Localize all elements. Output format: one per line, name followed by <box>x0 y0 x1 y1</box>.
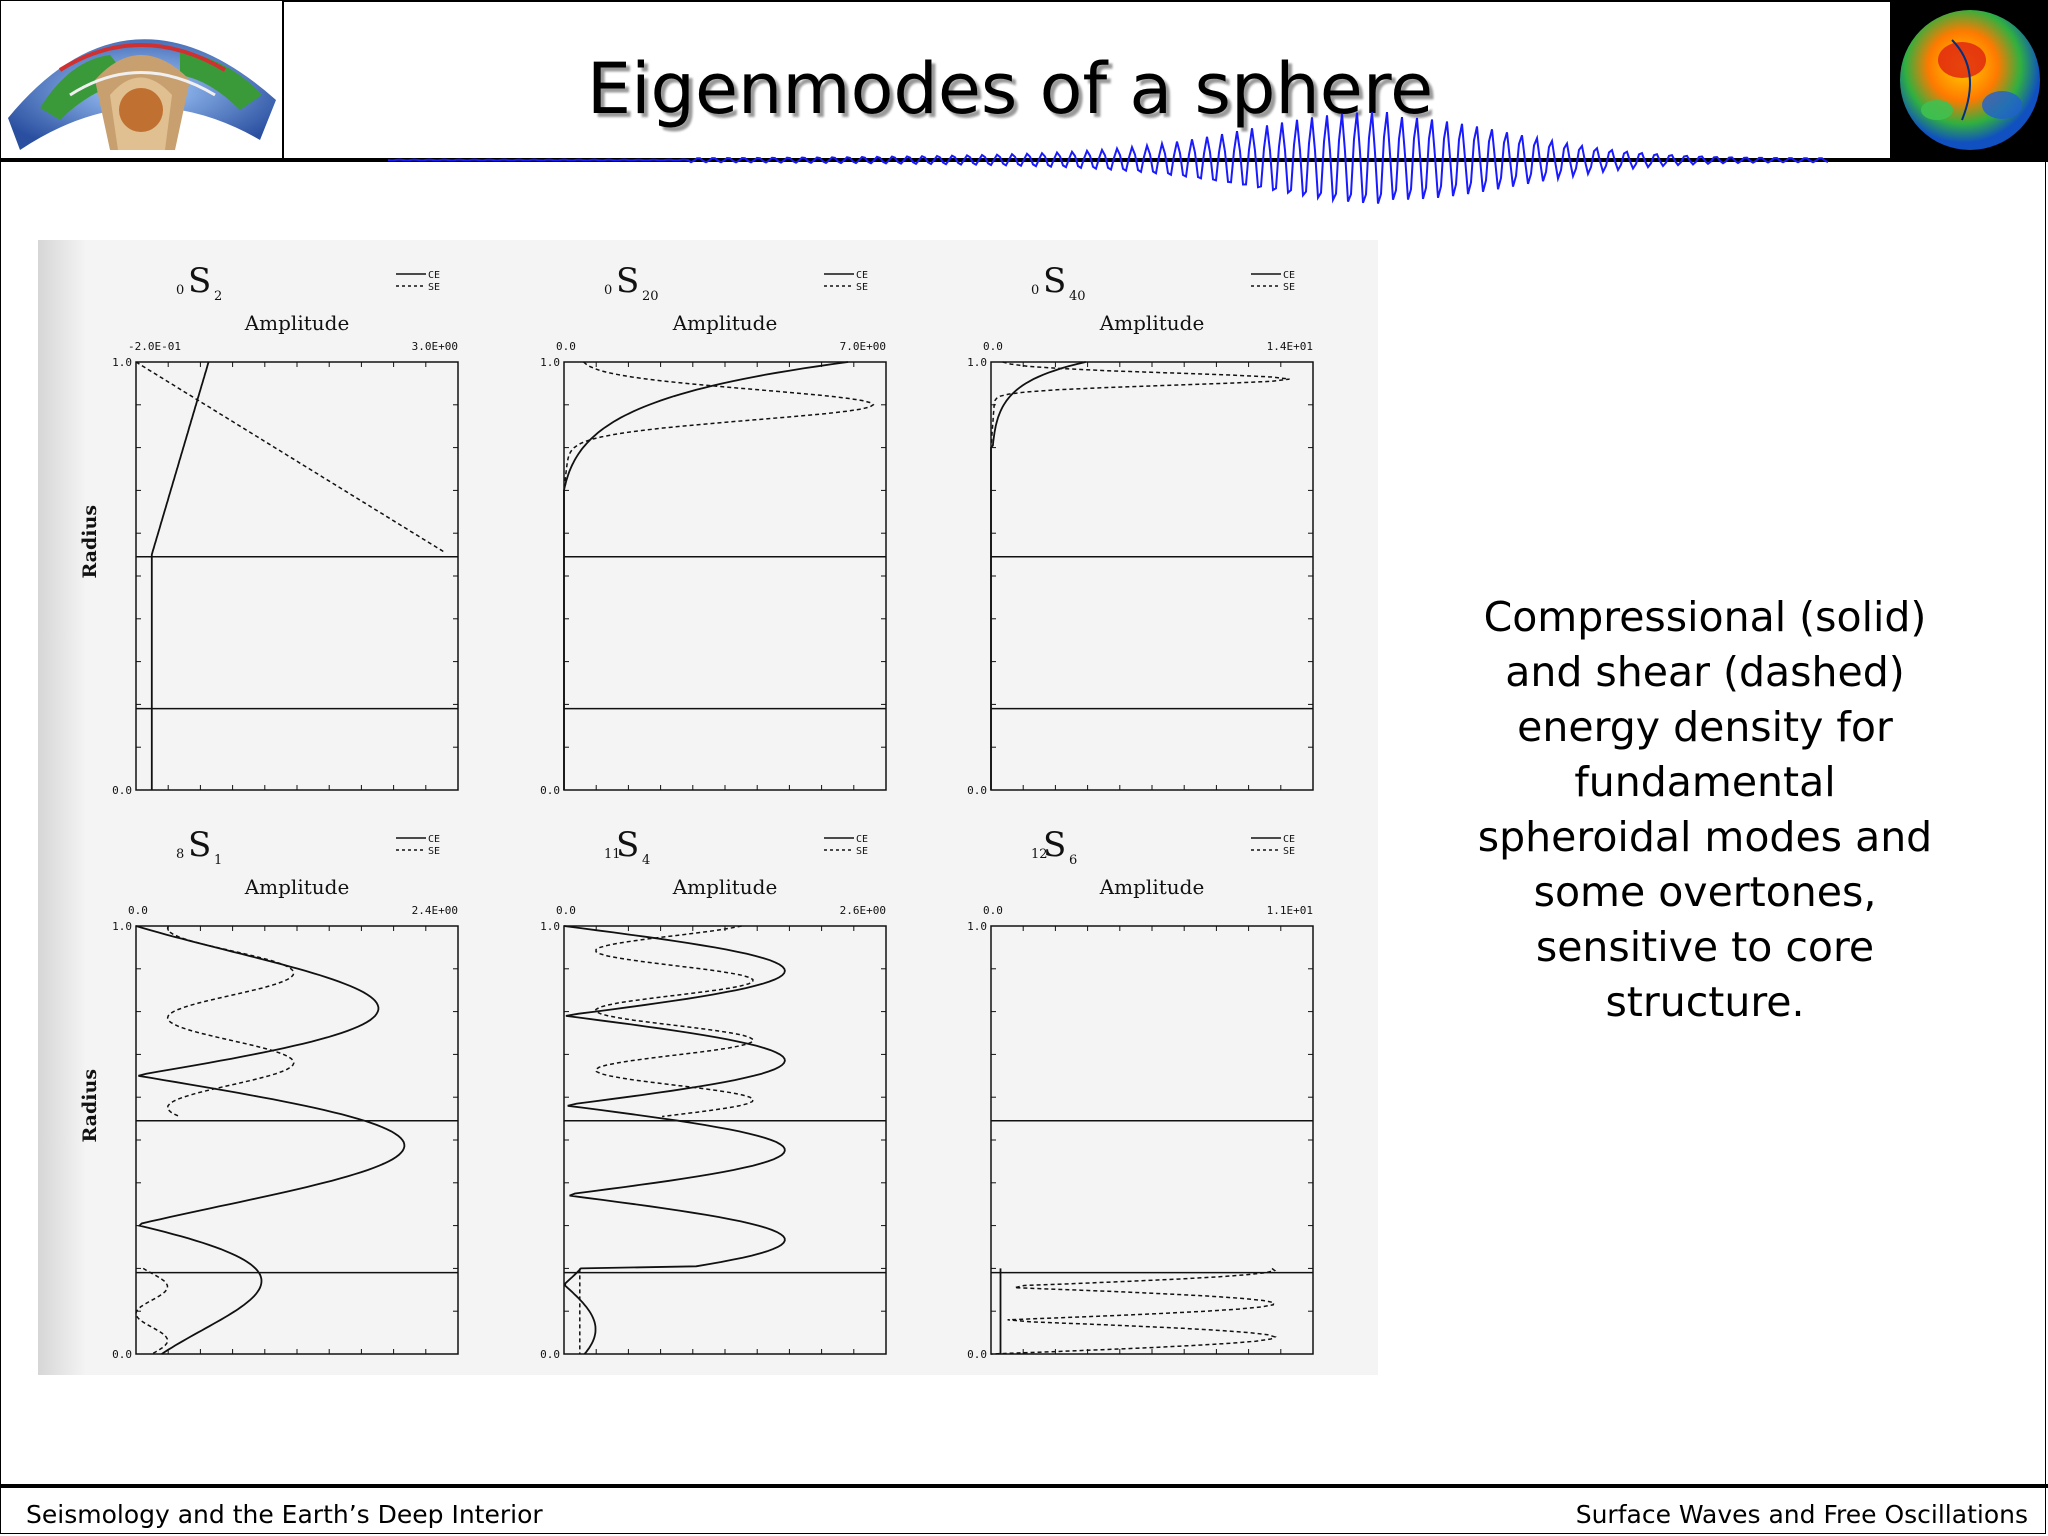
panel-frame <box>564 926 886 1354</box>
se-curve <box>991 362 1289 446</box>
y-max-label: 1.0 <box>112 356 132 369</box>
x-min-label: 0.0 <box>128 904 148 917</box>
x-max-label: 2.6E+00 <box>839 904 886 917</box>
caption-line: fundamental <box>1574 758 1836 806</box>
y-max-label: 1.0 <box>112 920 132 933</box>
panel-frame <box>136 926 458 1354</box>
legend-label-se: SE <box>1283 846 1296 857</box>
legend-label-ce: CE <box>856 834 869 845</box>
mode-degree: 40 <box>1069 289 1086 304</box>
y-max-label: 1.0 <box>540 356 560 369</box>
ce-curve <box>564 926 785 1354</box>
legend-label-se: SE <box>856 846 869 857</box>
mode-overtone: 11 <box>604 847 621 862</box>
mode-letter: S <box>616 261 640 301</box>
mode-overtone: 8 <box>176 847 185 862</box>
seismogram-trace <box>388 110 1830 210</box>
caption <box>1455 590 1955 1030</box>
x-max-label: 1.4E+01 <box>1266 340 1313 353</box>
legend-label-se: SE <box>428 846 441 857</box>
legend-label-ce: CE <box>856 270 869 281</box>
x-max-label: 7.0E+00 <box>839 340 886 353</box>
mode-letter: S <box>188 261 212 301</box>
y-axis-label: Radius <box>79 504 101 579</box>
legend-label-se: SE <box>428 282 441 293</box>
x-max-label: 3.0E+00 <box>411 340 458 353</box>
mode-overtone: 0 <box>1031 283 1040 298</box>
y-max-label: 1.0 <box>540 920 560 933</box>
panel-frame <box>564 362 886 790</box>
ce-curve <box>991 362 1086 790</box>
legend-label-se: SE <box>856 282 869 293</box>
caption-line: some overtones, <box>1533 868 1877 916</box>
legend-label-se: SE <box>1283 282 1296 293</box>
caption-line: Compressional (solid) <box>1483 593 1927 641</box>
x-min-label: 0.0 <box>983 340 1003 353</box>
y-min-label: 0.0 <box>967 1348 987 1361</box>
y-axis-label: Radius <box>79 1068 101 1143</box>
ce-curve <box>152 362 209 790</box>
x-axis-label: Amplitude <box>1099 311 1205 335</box>
se-curve <box>564 362 873 488</box>
mode-overtone: 0 <box>176 283 185 298</box>
y-min-label: 0.0 <box>967 784 987 797</box>
footer-rule <box>0 1484 2048 1488</box>
x-axis-label: Amplitude <box>1099 875 1205 899</box>
x-axis-label: Amplitude <box>672 875 778 899</box>
mode-letter: S <box>616 825 640 865</box>
x-axis-label: Amplitude <box>244 875 350 899</box>
y-min-label: 0.0 <box>112 784 132 797</box>
caption-line: spheroidal modes and <box>1477 813 1933 861</box>
panel-frame <box>991 362 1313 790</box>
mode-degree: 20 <box>642 289 659 304</box>
earth-cutaway-logo <box>0 0 282 158</box>
global-tomography-logo <box>1892 0 2048 158</box>
mode-overtone: 0 <box>604 283 613 298</box>
x-max-label: 1.1E+01 <box>1266 904 1313 917</box>
footer-lecture-title: Surface Waves and Free Oscillations <box>1575 1500 2028 1529</box>
eigenmode-panels <box>38 240 1378 1375</box>
mode-degree: 6 <box>1069 853 1078 868</box>
mode-degree: 4 <box>642 853 651 868</box>
x-axis-label: Amplitude <box>672 311 778 335</box>
x-axis-label: Amplitude <box>244 311 350 335</box>
y-max-label: 1.0 <box>967 356 987 369</box>
y-max-label: 1.0 <box>967 920 987 933</box>
mode-letter: S <box>188 825 212 865</box>
se-curve <box>136 362 445 553</box>
legend-label-ce: CE <box>428 834 441 845</box>
caption-line: energy density for <box>1517 703 1893 751</box>
ce-curve <box>564 362 848 790</box>
legend-label-ce: CE <box>1283 834 1296 845</box>
legend-label-ce: CE <box>1283 270 1296 281</box>
mode-degree: 2 <box>214 289 223 304</box>
x-min-label: -2.0E-01 <box>128 340 181 353</box>
x-max-label: 2.4E+00 <box>411 904 458 917</box>
y-min-label: 0.0 <box>540 784 560 797</box>
panel-frame <box>136 362 458 790</box>
mode-letter: S <box>1043 825 1067 865</box>
y-min-label: 0.0 <box>540 1348 560 1361</box>
mode-letter: S <box>1043 261 1067 301</box>
x-min-label: 0.0 <box>556 340 576 353</box>
caption-line: sensitive to core <box>1535 923 1875 971</box>
x-min-label: 0.0 <box>983 904 1003 917</box>
legend-label-ce: CE <box>428 270 441 281</box>
se-curve <box>991 1268 1275 1354</box>
se-curve <box>168 926 294 1117</box>
caption-line: and shear (dashed) <box>1505 648 1905 696</box>
slide-title: Eigenmodes of a sphere <box>586 48 1434 130</box>
se-curve <box>596 926 753 1117</box>
mode-degree: 1 <box>214 853 223 868</box>
ce-curve <box>136 926 404 1354</box>
panel-frame <box>991 926 1313 1354</box>
footer-course-title: Seismology and the Earth’s Deep Interior <box>26 1500 543 1529</box>
y-min-label: 0.0 <box>112 1348 132 1361</box>
mode-overtone: 12 <box>1031 847 1048 862</box>
caption-line: structure. <box>1605 978 1805 1026</box>
x-min-label: 0.0 <box>556 904 576 917</box>
